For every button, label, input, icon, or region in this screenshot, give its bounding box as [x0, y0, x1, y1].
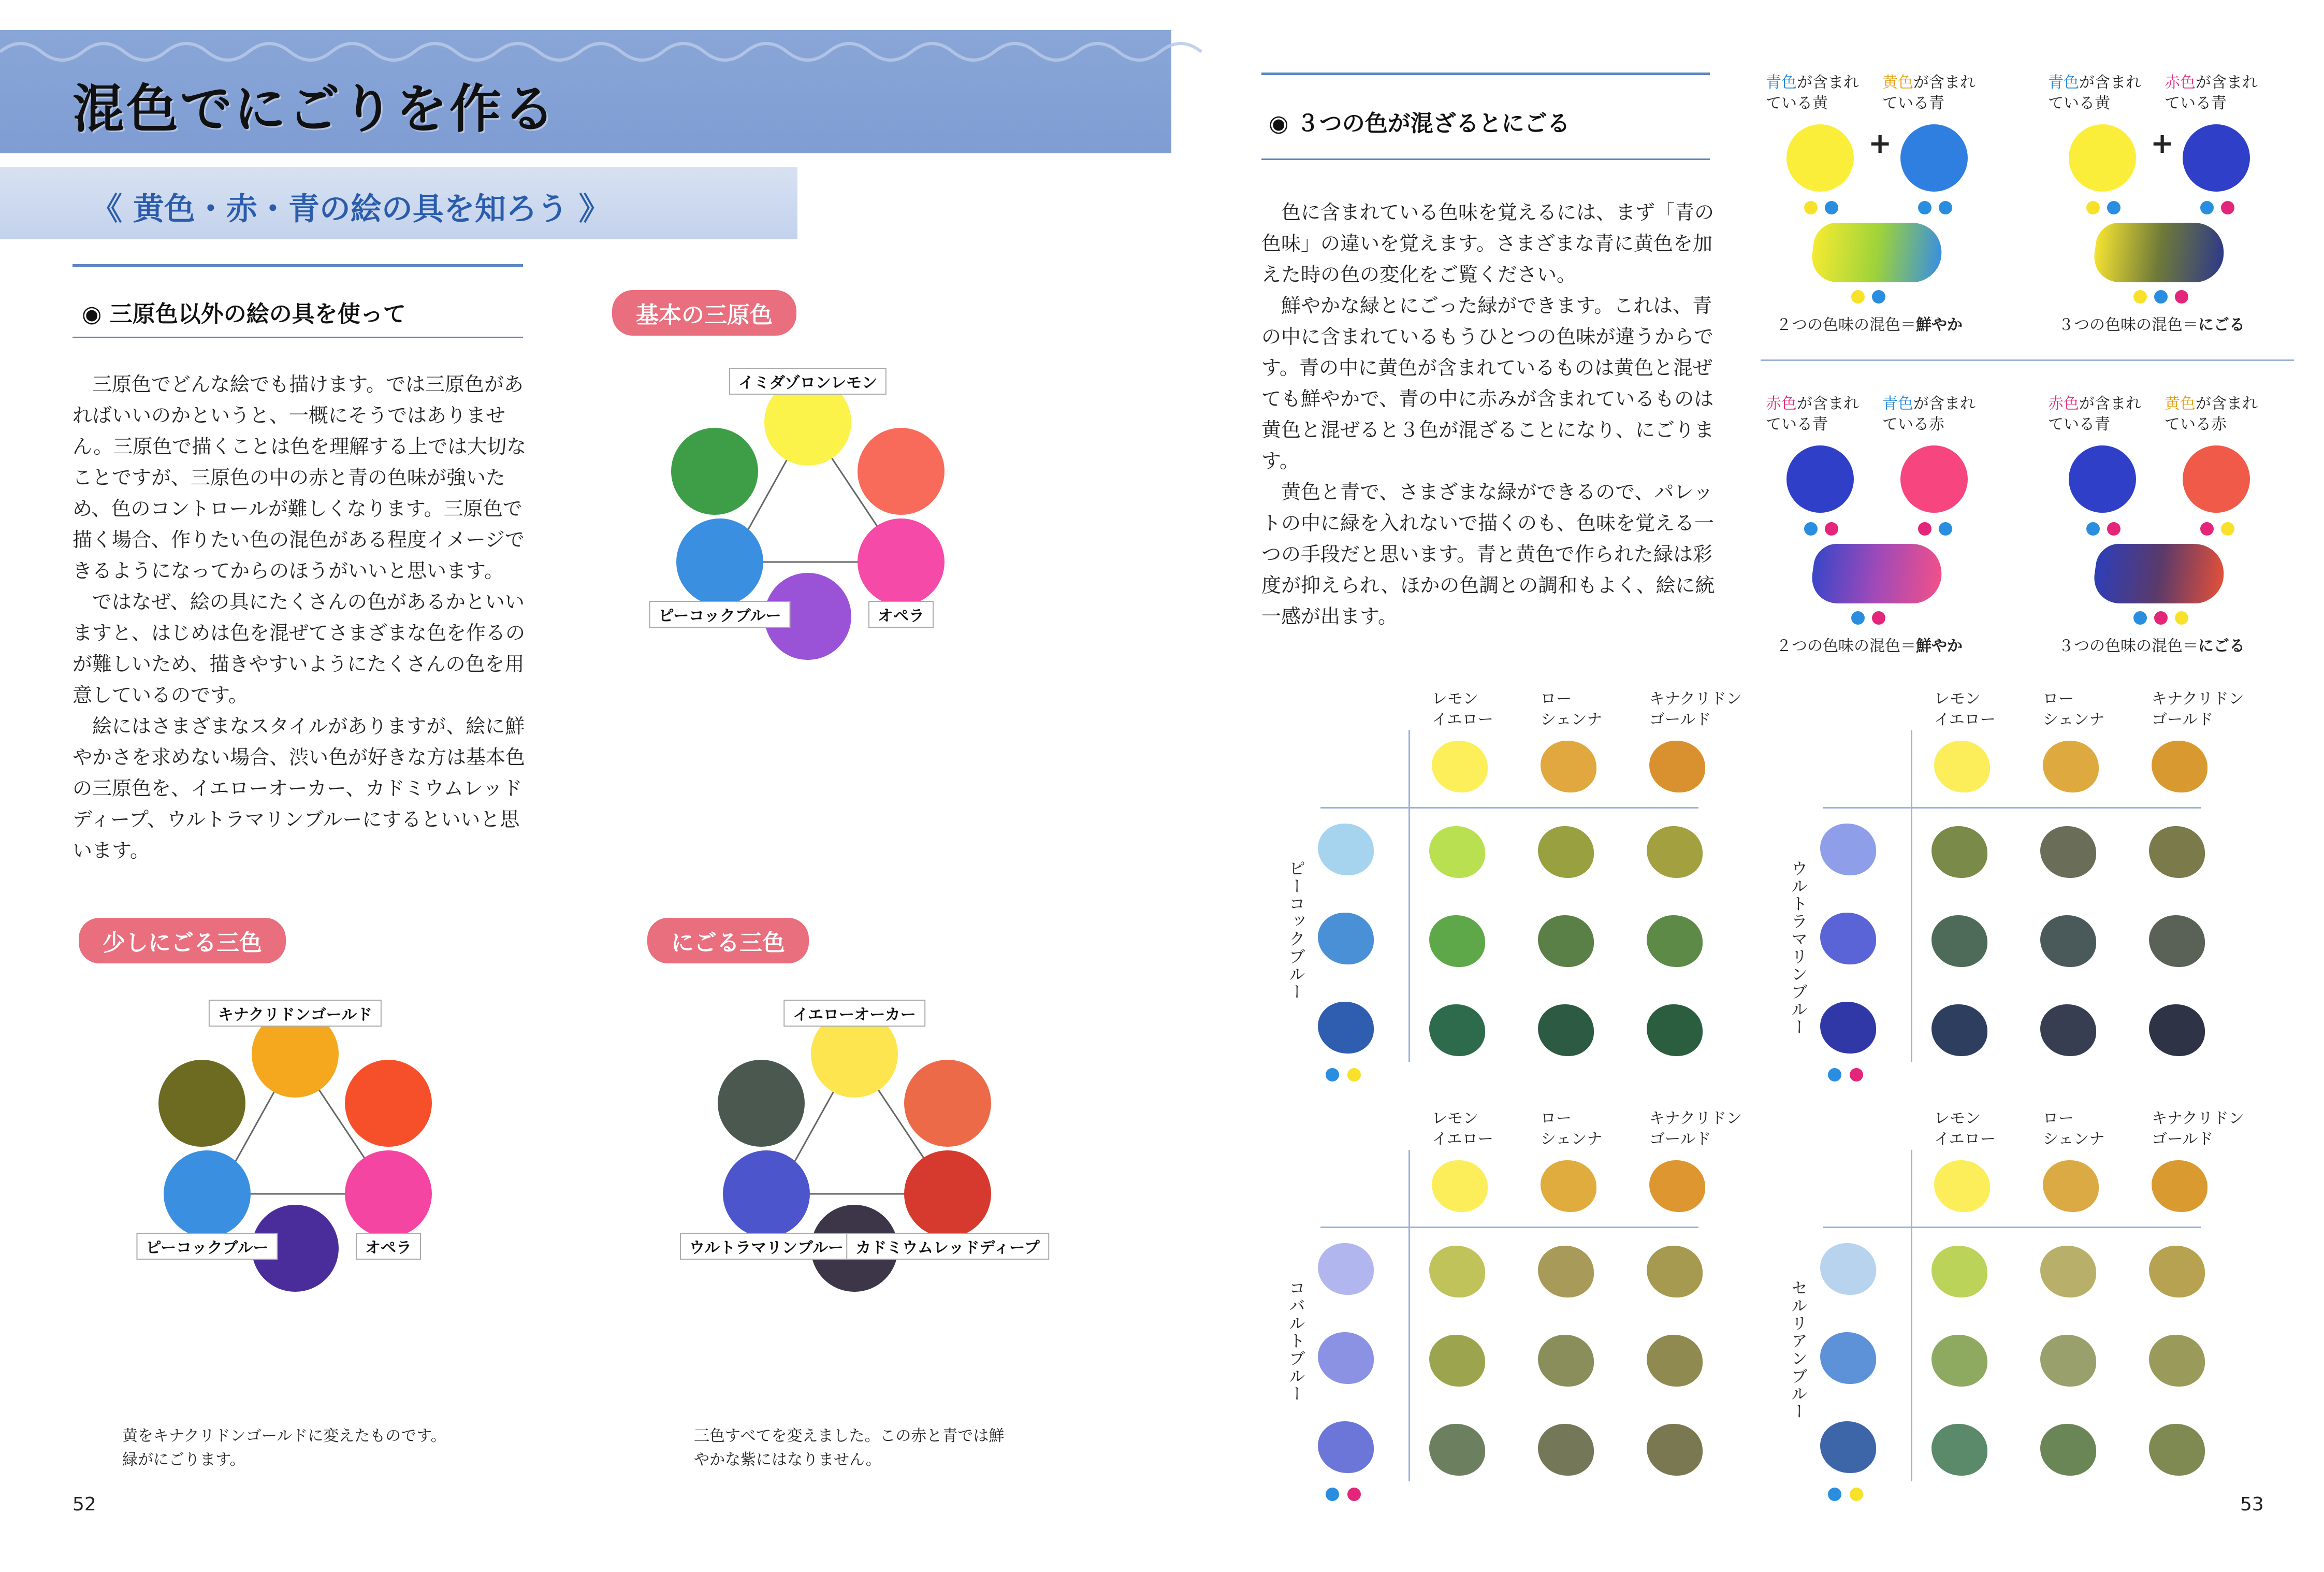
cmy-dot: [2221, 201, 2234, 214]
color-dot-dot-bottom-right: [345, 1150, 432, 1237]
swatch-mix: [1647, 1246, 1703, 1297]
swatch-mix: [1931, 1335, 1987, 1387]
mix-caption: [1776, 636, 1963, 657]
wheel-label-left: ウルトラマリンブルー: [680, 1233, 853, 1260]
cmy-dot: [2200, 522, 2214, 536]
cmy-dot: [1918, 522, 1931, 536]
mix-label-b-text: が含まれ ている青: [1882, 74, 1976, 112]
swatch-mix: [2040, 1004, 2096, 1056]
swatch-yellow: [1432, 1160, 1488, 1212]
mix-caption-result: にごる: [2198, 637, 2245, 655]
grid-line-vertical: [1408, 730, 1410, 1062]
grid-line-horizontal: [1823, 807, 2201, 809]
swatch-yellow: [1432, 741, 1488, 792]
color-dot-dot-bottom-right: [904, 1150, 991, 1237]
swatch-blue: [1820, 824, 1876, 875]
cmy-dot: [1851, 290, 1865, 304]
swatch-blue: [1318, 824, 1374, 875]
section-heading-left: ◉ 三原色以外の絵の具を使って: [82, 301, 406, 327]
cmy-dot: [1939, 201, 1952, 214]
mix-label-b-text: が含まれ ている赤: [2165, 395, 2258, 434]
color-dot-dot-top-left: [158, 1060, 245, 1147]
swatch-mix: [2040, 826, 2096, 878]
wheel-label-left: ピーコックブルー: [137, 1233, 278, 1260]
mix-caption: [2058, 636, 2245, 657]
grid-line-vertical: [1911, 1150, 1912, 1481]
cmy-dot: [1326, 1068, 1339, 1081]
color-dot-dot-top-right: [858, 428, 945, 515]
swatch-mix: [2149, 1424, 2205, 1476]
wheel-label-right: カドミウムレッドディープ: [846, 1233, 1049, 1260]
mix-label-b-text: が含まれ ている青: [2165, 74, 2258, 112]
grid-line-vertical: [1408, 1150, 1410, 1481]
mix-label-a-highlight: 赤色: [1766, 395, 1797, 413]
grid-row-label: ピーコックブルー: [1286, 860, 1306, 1001]
swatch-yellow: [1649, 741, 1705, 792]
swatch-yellow: [1934, 1160, 1990, 1212]
mix-label-a-text: が含まれ ている黄: [2048, 74, 2141, 112]
swatch-blue: [1318, 1421, 1374, 1473]
mix-label-a-text: が含まれ ている青: [2048, 395, 2141, 434]
wheel-label-right: オペラ: [868, 601, 934, 628]
swatch-mix: [1429, 1004, 1485, 1056]
page-number-left: 52: [72, 1494, 96, 1515]
mix-label-b-highlight: 青色: [1882, 395, 1913, 413]
swatch-mix: [1931, 1004, 1987, 1056]
swatch-mix: [1931, 1246, 1987, 1297]
mix-paint-circle: [2183, 124, 2250, 192]
swatch-mix: [1931, 826, 1987, 878]
cmy-dot: [1850, 1068, 1863, 1081]
mix-label-a: [2048, 73, 2141, 114]
mix-label-a-highlight: 青色: [1766, 74, 1797, 92]
grid-column-header: ロー シェンナ: [2043, 1109, 2105, 1148]
caption-muddy: 三色すべてを変えました。この赤と青では鮮 やかな紫にはなりません。: [694, 1427, 1005, 1469]
grid-line-horizontal: [1823, 1227, 2201, 1228]
swatch-yellow: [1541, 741, 1596, 792]
mix-caption-text: ３つの色味の混色＝: [2058, 316, 2198, 334]
cmy-dot: [1347, 1068, 1361, 1081]
mix-caption-result: 鮮やか: [1916, 637, 1963, 655]
mix-label-b: [2165, 73, 2258, 114]
grid-column-header: ロー シェンナ: [1541, 1109, 1603, 1148]
swatch-yellow: [2043, 1160, 2099, 1212]
swatch-blue: [1820, 913, 1876, 964]
color-dot-dot-bottom-right: [858, 518, 945, 605]
page-number-right: 53: [2240, 1494, 2264, 1515]
cmy-dot: [2133, 290, 2147, 304]
page-subtitle: 《 黄色・赤・青の絵の具を知ろう 》: [91, 191, 610, 227]
mix-label-b-highlight: 黄色: [1882, 74, 1913, 92]
swatch-yellow: [2152, 1160, 2207, 1212]
cmy-dot: [2107, 201, 2120, 214]
mix-label-b-text: が含まれ ている赤: [1882, 395, 1976, 434]
mix-label-a-highlight: 赤色: [2048, 395, 2079, 413]
mix-stroke: [1808, 223, 1946, 282]
mix-paint-circle: [1900, 124, 1968, 192]
grid-column-header: ロー シェンナ: [2043, 690, 2105, 729]
swatch-mix: [1429, 826, 1485, 878]
mix-label-b-highlight: 黄色: [2165, 395, 2196, 413]
swatch-mix: [2149, 1004, 2205, 1056]
swatch-mix: [2149, 1246, 2205, 1297]
cmy-dot: [1872, 290, 1885, 304]
cmy-dot: [2154, 290, 2168, 304]
grid-line-horizontal: [1320, 1227, 1698, 1228]
grid-column-header: レモン イエロー: [1432, 690, 1493, 729]
mix-caption-result: 鮮やか: [1916, 316, 1963, 334]
color-dot-dot-top-left: [671, 428, 758, 515]
color-dot-dot-bottom-left: [723, 1150, 810, 1237]
grid-column-header: キナクリドン ゴールド: [2152, 690, 2244, 729]
cmy-dot: [1851, 611, 1865, 625]
cmy-dot: [1918, 201, 1931, 214]
mix-label-a: [2048, 394, 2141, 435]
wheel-label-top: イミダゾロンレモン: [729, 368, 887, 395]
mix-paint-circle: [2069, 124, 2136, 192]
mix-caption-text: ２つの色味の混色＝: [1776, 316, 1916, 334]
swatch-blue: [1318, 1243, 1374, 1295]
right-paragraph: 色に含まれている色味を覚えるには、まず「青の色味」の違いを覚えます。さまざまな青に黄色を加えた時の色の変化をご覧ください。 鮮やかな緑とにごった緑ができます。これは、青の中に含まれているもうひとつの色味が違うからです。青の中に黄色が含まれているものは黄色と混ぜても鮮やかで、青の中に赤みが含まれているものは黄色と混ぜると３色が混ざることになり、にごります。 黄色と青で、さまざまな緑ができるので、パレットの中に緑を入れないで描くのも、色味を覚える一つの手段だと思います。青と黄色で作られた緑は彩度が抑えられ、ほかの色調との調和もよく、絵に統一感が出ます。: [1261, 201, 1715, 628]
mix-label-a-text: が含まれ ている青: [1766, 395, 1859, 434]
mix-label-b-highlight: 赤色: [2165, 74, 2196, 92]
swatch-mix: [2040, 1335, 2096, 1387]
grid-line-vertical: [1911, 730, 1912, 1062]
mix-caption-text: ２つの色味の混色＝: [1776, 637, 1916, 655]
mix-label-b: [1882, 73, 1976, 114]
wheel-label-right: オペラ: [356, 1233, 421, 1260]
mix-label-a-text: が含まれ ている黄: [1766, 74, 1859, 112]
swatch-mix: [2040, 1424, 2096, 1476]
mix-paint-circle: [2069, 445, 2136, 513]
mix-caption: [1776, 315, 1963, 336]
swatch-mix: [2040, 1246, 2096, 1297]
grid-column-header: レモン イエロー: [1934, 690, 1996, 729]
swatch-mix: [1931, 1424, 1987, 1476]
wheel-label-top: キナクリドンゴールド: [209, 1000, 382, 1027]
swatch-blue: [1820, 1421, 1876, 1473]
swatch-blue: [1820, 1002, 1876, 1054]
grid-column-header: キナクリドン ゴールド: [1649, 1109, 1742, 1148]
plus-icon: +: [2151, 127, 2174, 160]
cmy-dot: [1825, 522, 1838, 536]
color-dot-dot-top-left: [718, 1060, 805, 1147]
swatch-mix: [1429, 1335, 1485, 1387]
mix-stroke: [1808, 544, 1946, 603]
cmy-dot: [2086, 201, 2100, 214]
cmy-dot: [2154, 611, 2168, 625]
grid-line-horizontal: [1320, 807, 1698, 809]
grid-column-header: レモン イエロー: [1432, 1109, 1493, 1148]
section-rule-bottom: [72, 337, 523, 338]
mix-caption-result: にごる: [2198, 316, 2245, 334]
mix-label-a: [1766, 73, 1859, 114]
swatch-yellow: [1934, 741, 1990, 792]
swatch-mix: [1538, 1004, 1594, 1056]
color-dot-dot-bottom-left: [164, 1150, 251, 1237]
cmy-dot: [1804, 522, 1818, 536]
grid-row-label: コバルトブルー: [1286, 1279, 1306, 1403]
cmy-dot: [1872, 611, 1885, 625]
page-title: 混色でにごりを作る: [72, 79, 557, 139]
swatch-yellow: [1541, 1160, 1596, 1212]
swatch-mix: [1538, 1424, 1594, 1476]
section-rule-right: [1261, 73, 1710, 75]
mix-paint-circle: [2183, 445, 2250, 513]
swatch-mix: [1647, 1004, 1703, 1056]
wheel-label-top: イエローオーカー: [783, 1000, 925, 1027]
swatch-yellow: [1649, 1160, 1705, 1212]
swatch-mix: [2149, 915, 2205, 967]
swatch-mix: [1429, 1424, 1485, 1476]
mix-stroke: [2090, 223, 2228, 282]
grid-column-header: キナクリドン ゴールド: [1649, 690, 1742, 729]
cmy-dot: [2133, 611, 2147, 625]
grid-row-label: ウルトラマリンブルー: [1789, 860, 1808, 1036]
pill-muddy: にごる三色: [647, 918, 809, 963]
wheel-label-left: ピーコックブルー: [649, 601, 791, 628]
swatch-mix: [1429, 915, 1485, 967]
swatch-mix: [1931, 915, 1987, 967]
mix-caption-text: ３つの色味の混色＝: [2058, 637, 2198, 655]
swatch-mix: [1647, 1424, 1703, 1476]
mix-label-a-highlight: 青色: [2048, 74, 2079, 92]
cmy-dot: [2175, 290, 2188, 304]
cmy-dot: [1939, 522, 1952, 536]
mix-paint-circle: [1786, 445, 1854, 513]
pill-basic: 基本の三原色: [612, 290, 796, 336]
color-dot-dot-top-right: [345, 1060, 432, 1147]
caption-slight: 黄をキナクリドンゴールドに変えたものです。 緑がにごります。: [122, 1427, 446, 1469]
mix-caption: [2058, 315, 2245, 336]
cmy-dot: [1825, 201, 1838, 214]
mix-divider: [1761, 359, 2294, 361]
cmy-dot: [1828, 1488, 1841, 1501]
section-rule-right-bottom: [1261, 158, 1710, 160]
swatch-mix: [1538, 1246, 1594, 1297]
swatch-mix: [1538, 1335, 1594, 1387]
swatch-mix: [2149, 826, 2205, 878]
swatch-yellow: [2152, 741, 2207, 792]
swatch-blue: [1318, 1332, 1374, 1384]
cmy-dot: [2221, 522, 2234, 536]
cmy-dot: [2107, 522, 2120, 536]
swatch-blue: [1318, 913, 1374, 964]
swatch-blue: [1820, 1332, 1876, 1384]
color-dot-dot-bottom-left: [676, 518, 763, 605]
mix-paint-circle: [1786, 124, 1854, 192]
swatch-blue: [1318, 1002, 1374, 1054]
left-paragraph: 三原色でどんな絵でも描けます。では三原色があればいいのかというと、一概にそうではありません。三原色で描くことは色を理解する上では大切なことですが、三原色の中の赤と青の色味が強いため、色のコントロールが難しくなります。三原色で描く場合、作りたい色の混色がある程度イメージできるようになってからのほうがいいと思います。 ではなぜ、絵の具にたくさんの色があるかといいますと、はじめは色を混ぜてさまざまな色を作るのが難しいため、描きやすいようにたくさんの色を用意しているのです。 絵にはさまざまなスタイルがありますが、絵に鮮やかさを求めない場合、渋い色が好きな方は基本色の三原色を、イエローオーカー、カドミウムレッドディープ、ウルトラマリンブルーにするといいと思います。: [72, 373, 527, 862]
mix-label-b: [1882, 394, 1976, 435]
grid-row-label: セルリアンブルー: [1789, 1279, 1808, 1420]
color-dot-dot-top-right: [904, 1060, 991, 1147]
cmy-dot: [1347, 1488, 1361, 1501]
swatch-mix: [1538, 826, 1594, 878]
swatch-mix: [2149, 1335, 2205, 1387]
section-heading-right: ◉ ３つの色が混ざるとにごる: [1269, 110, 1570, 137]
mix-label-a: [1766, 394, 1859, 435]
grid-column-header: ロー シェンナ: [1541, 690, 1603, 729]
pill-slight: 少しにごる三色: [79, 918, 286, 963]
mix-paint-circle: [1900, 445, 1968, 513]
plus-icon: +: [1868, 127, 1892, 160]
grid-column-header: レモン イエロー: [1934, 1109, 1996, 1148]
cmy-dot: [2086, 522, 2100, 536]
swatch-mix: [1647, 826, 1703, 878]
cmy-dot: [1828, 1068, 1841, 1081]
cmy-dot: [1850, 1488, 1863, 1501]
swatch-mix: [2040, 915, 2096, 967]
cmy-dot: [2200, 201, 2214, 214]
swatch-mix: [1647, 1335, 1703, 1387]
grid-column-header: キナクリドン ゴールド: [2152, 1109, 2244, 1148]
mix-label-b: [2165, 394, 2258, 435]
mix-stroke: [2090, 544, 2228, 603]
swatch-mix: [1429, 1246, 1485, 1297]
swatch-blue: [1820, 1243, 1876, 1295]
cmy-dot: [2175, 611, 2188, 625]
cmy-dot: [1804, 201, 1818, 214]
swatch-yellow: [2043, 741, 2099, 792]
section-rule: [72, 264, 523, 267]
swatch-mix: [1538, 915, 1594, 967]
swatch-mix: [1647, 915, 1703, 967]
cmy-dot: [1326, 1488, 1339, 1501]
